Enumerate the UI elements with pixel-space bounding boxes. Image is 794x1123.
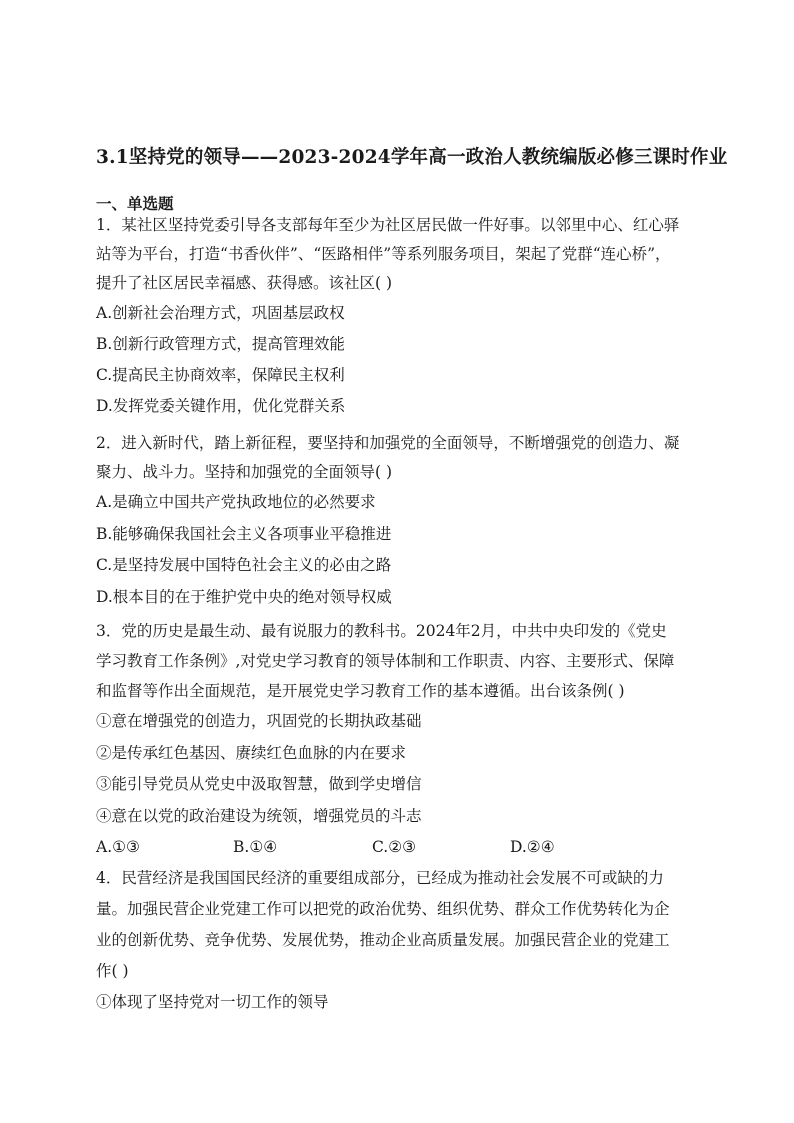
question-stem-line: 1．某社区坚持党委引导各支部每年至少为社区居民做一件好事。以邻里中心、红心驿 [96, 216, 680, 234]
question-stem-line: 量。加强民营企业党建工作可以把党的政治优势、组织优势、群众工作优势转化为企 [96, 900, 670, 918]
option-c: C.提高民主协商效率，保障民主权利 [96, 366, 345, 384]
question-stem-line: 提升了社区居民幸福感、获得感。该社区( ) [96, 274, 393, 292]
option-b: B.创新行政管理方式，提高管理效能 [96, 335, 345, 353]
question-stem-line: 学习教育工作条例》,对党史学习教育的领导体制和工作职责、内容、主要形式、保障 [96, 652, 675, 670]
choice-c: C.②③ [372, 838, 417, 856]
option-a: A.是确立中国共产党执政地位的必然要求 [96, 493, 376, 511]
question-stem-line: 3．党的历史是最生动、最有说服力的教科书。2024年2月，中共中央印发的《党史 [96, 622, 667, 640]
option-d: D.根本目的在于维护党中央的绝对领导权威 [96, 587, 392, 606]
statement-3: ③能引导党员从党史中汲取智慧，做到学史增信 [96, 775, 422, 793]
option-c: C.是坚持发展中国特色社会主义的必由之路 [96, 556, 392, 574]
question-stem-line: 业的创新优势、竞争优势、发展优势，推动企业高质量发展。加强民营企业的党建工 [96, 931, 670, 949]
question-stem-line: 聚力、战斗力。坚持和加强党的全面领导( ) [96, 463, 393, 481]
question-2 [96, 429, 700, 613]
answer-choices [96, 832, 700, 863]
question-stem-line: 作( ) [96, 962, 129, 980]
choice-d: D.②④ [510, 838, 555, 856]
document-title: 3.1坚持党的领导——2023-2024学年高一政治人教统编版必修三课时作业 [96, 147, 728, 168]
option-d: D.发挥党委关键作用，优化党群关系 [96, 397, 346, 415]
statement-1: ①意在增强党的创造力，巩固党的长期执政基础 [96, 712, 422, 730]
statement-2: ②是传承红色基因、赓续红色血脉的内在要求 [96, 743, 407, 762]
choice-b: B.①④ [233, 838, 278, 856]
choice-a: A.①③ [96, 838, 140, 856]
question-stem-line: 和监督等作出全面规范，是开展党史学习教育工作的基本遵循。出台该条例( ) [96, 682, 625, 700]
statement-4: ④意在以党的政治建设为统领，增强党员的斗志 [96, 806, 422, 825]
question-1 [96, 211, 700, 422]
statement-1: ①体现了坚持党对一切工作的领导 [96, 993, 329, 1011]
option-b: B.能够确保我国社会主义各项事业平稳推进 [96, 524, 392, 543]
question-stem-line: 4．民营经济是我国国民经济的重要组成部分，已经成为推动社会发展不可或缺的力 [96, 869, 664, 887]
question-3 [96, 616, 700, 863]
question-stem-line: 站等为平台，打造“书香伙伴”、“医路相伴”等系列服务项目，架起了党群“连心桥”， [96, 245, 671, 263]
section-heading: 一、单选题 [96, 194, 174, 213]
question-stem-line: 2．进入新时代，踏上新征程，要坚持和加强党的全面领导，不断增强党的创造力、凝 [96, 434, 680, 452]
question-4 [96, 863, 700, 1018]
option-a: A.创新社会治理方式，巩固基层政权 [96, 304, 345, 322]
